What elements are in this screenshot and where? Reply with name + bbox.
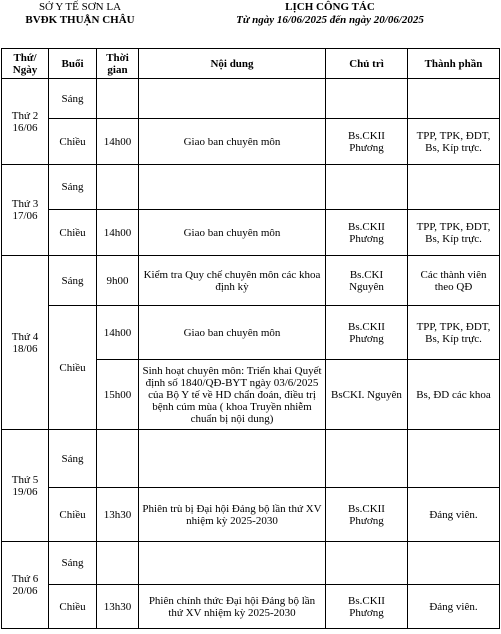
table-row	[2, 430, 500, 488]
content-cell	[139, 165, 326, 210]
members-cell: TPP, TPK, ĐDT, Bs, Kíp trực.	[408, 210, 500, 256]
chair-cell	[326, 165, 408, 210]
content-cell	[139, 542, 326, 585]
members-cell: Bs, ĐD các khoa	[408, 360, 500, 430]
time-cell: 13h30	[97, 488, 139, 542]
day-cell: Thứ 2 16/06	[2, 79, 49, 165]
members-cell: Các thành viên theo QĐ	[408, 256, 500, 306]
chair-cell	[326, 79, 408, 119]
time-cell	[97, 430, 139, 488]
chair-cell: Bs.CKI Nguyên	[326, 256, 408, 306]
table-row	[2, 542, 500, 585]
time-cell: 13h30	[97, 585, 139, 629]
members-cell	[408, 79, 500, 119]
col-header-day: Thứ/ Ngày	[2, 49, 49, 79]
day-cell: Thứ 6 20/06	[2, 542, 49, 629]
session-cell: Sáng	[49, 542, 97, 585]
table-row	[2, 488, 500, 542]
members-cell: Đảng viên.	[408, 488, 500, 542]
org-parent: SỞ Y TẾ SƠN LA	[38, 1, 122, 13]
table-row	[2, 306, 500, 360]
chair-cell	[326, 542, 408, 585]
chair-cell: Bs.CKII Phương	[326, 306, 408, 360]
page-title: LỊCH CÔNG TÁC	[285, 1, 375, 13]
time-cell	[97, 542, 139, 585]
time-cell: 15h00	[97, 360, 139, 430]
content-cell: Giao ban chuyên môn	[139, 119, 326, 165]
content-cell: Phiên chính thức Đại hội Đảng bộ lần thứ XV nhiệm kỳ 2025-2030	[139, 585, 326, 629]
col-header-content: Nội dung	[139, 49, 326, 79]
table-row	[2, 165, 500, 210]
table-header-row	[2, 49, 500, 79]
session-cell: Chiều	[49, 306, 97, 430]
chair-cell: Bs.CKII Phương	[326, 488, 408, 542]
content-cell: Giao ban chuyên môn	[139, 210, 326, 256]
col-header-chair: Chủ trì	[326, 49, 408, 79]
session-cell: Sáng	[49, 256, 97, 306]
session-cell: Sáng	[49, 79, 97, 119]
content-cell: Giao ban chuyên môn	[139, 306, 326, 360]
date-range: Từ ngày 16/06/2025 đến ngày 20/06/2025	[236, 14, 424, 26]
chair-cell: Bs.CKII Phương	[326, 585, 408, 629]
chair-cell: Bs.CKII Phương	[326, 210, 408, 256]
col-header-time: Thời gian	[97, 49, 139, 79]
members-cell	[408, 165, 500, 210]
chair-cell	[326, 430, 408, 488]
time-cell: 14h00	[97, 210, 139, 256]
table-row	[2, 210, 500, 256]
time-cell: 9h00	[97, 256, 139, 306]
chair-cell: BsCKI. Nguyên	[326, 360, 408, 430]
table-row	[2, 119, 500, 165]
day-cell: Thứ 4 18/06	[2, 256, 49, 430]
session-cell: Sáng	[49, 430, 97, 488]
session-cell: Chiều	[49, 488, 97, 542]
col-header-members: Thành phần	[408, 49, 500, 79]
schedule-table	[1, 48, 500, 629]
table-row	[2, 79, 500, 119]
chair-cell: Bs.CKII Phương	[326, 119, 408, 165]
table-row	[2, 585, 500, 629]
content-cell	[139, 430, 326, 488]
time-cell	[97, 165, 139, 210]
content-cell	[139, 79, 326, 119]
content-cell: Sinh hoạt chuyên môn: Triển khai Quyết định số 1840/QĐ-BYT ngày 03/6/2025 của Bộ Y tế về HD chẩn đoán, điều trị bệnh cúm mùa ( khoa Truyền nhiễm chuẩn bị nội dung)	[139, 360, 326, 430]
members-cell	[408, 430, 500, 488]
time-cell: 14h00	[97, 119, 139, 165]
session-cell: Chiều	[49, 119, 97, 165]
col-header-session: Buổi	[49, 49, 97, 79]
members-cell: TPP, TPK, ĐDT, Bs, Kíp trực.	[408, 306, 500, 360]
session-cell: Chiều	[49, 210, 97, 256]
content-cell: Kiểm tra Quy chế chuyên môn các khoa định kỳ	[139, 256, 326, 306]
members-cell: TPP, TPK, ĐDT, Bs, Kíp trực.	[408, 119, 500, 165]
time-cell	[97, 79, 139, 119]
time-cell: 14h00	[97, 306, 139, 360]
session-cell: Chiều	[49, 585, 97, 629]
table-row	[2, 256, 500, 306]
members-cell: Đảng viên.	[408, 585, 500, 629]
content-cell: Phiên trù bị Đại hội Đảng bộ lần thứ XV nhiệm kỳ 2025-2030	[139, 488, 326, 542]
members-cell	[408, 542, 500, 585]
org-name: BVĐK THUẬN CHÂU	[25, 14, 135, 26]
day-cell: Thứ 5 19/06	[2, 430, 49, 542]
day-cell: Thứ 3 17/06	[2, 165, 49, 256]
session-cell: Sáng	[49, 165, 97, 210]
org-header	[0, 1, 160, 27]
document-heading	[180, 1, 480, 27]
